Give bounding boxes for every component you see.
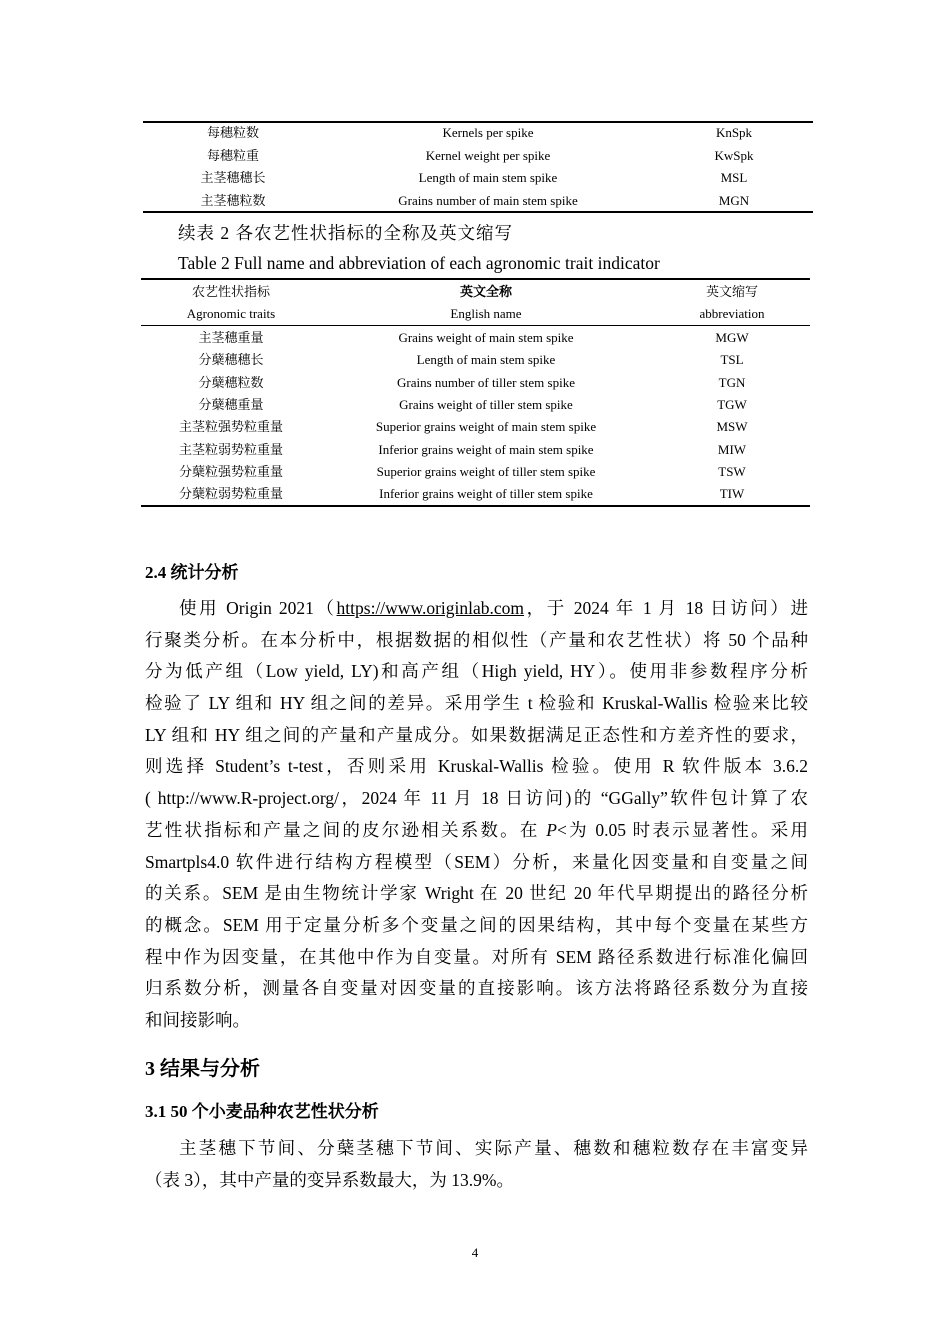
english-name-cell: Inferior grains weight of main stem spike <box>378 441 594 457</box>
abbreviation-cell: MIW <box>717 441 747 457</box>
trait-cn-cell: 主茎穗粒数 <box>200 192 266 208</box>
table-row <box>143 190 813 212</box>
table2-top-rule <box>141 278 810 280</box>
top-table <box>143 122 813 212</box>
table-row <box>141 349 810 371</box>
table2-header-en-row <box>141 303 810 325</box>
english-name-cell: Kernel weight per spike <box>425 147 551 163</box>
abbreviation-cell: TGW <box>717 396 747 412</box>
para-line-1: 主茎穗下节间、分蘖茎穗下节间、实际产量、穗数和穗粒数存在丰富变异 <box>179 1138 808 1158</box>
trait-cn-cell: 分蘖粒弱势粒重量 <box>178 486 283 502</box>
table-row <box>141 327 810 349</box>
header-agronomic-traits-en: Agronomic traits <box>186 306 276 321</box>
table-row <box>141 483 810 505</box>
english-name-cell: Grains number of main stem spike <box>398 192 578 208</box>
header-english-name-en: English name <box>450 306 522 321</box>
para-line: 行聚类分析。在本分析中，根据数据的相似性（产量和农艺性状）将 50 个品种 <box>145 629 808 650</box>
section-3-1-heading: 3.1 50 个小麦品种农艺性状分析 <box>145 1102 379 1121</box>
abbreviation-cell: TSL <box>720 352 744 368</box>
trait-cn-cell: 分蘖穗穗长 <box>198 352 264 368</box>
english-name-cell: Inferior grains weight of tiller stem spike <box>379 486 593 502</box>
para-line: 则选择 Student’s t-test，否则采用 Kruskal-Wallis 检验。使用 R 软件版本 3.6.2 <box>145 756 808 777</box>
para-line: 归系数分析，测量各自变量对因变量的直接影响。该方法将路径系数分为直接 <box>145 978 808 999</box>
section-3-1-paragraph <box>145 1133 808 1196</box>
trait-cn-cell: 主茎粒强势粒重量 <box>178 419 283 435</box>
para-line: 检验了 LY 组和 HY 组之间的差异。采用学生 t 检验和 Kruskal-Wallis 检验来比较 <box>145 693 808 714</box>
abbreviation-cell: MGN <box>718 192 750 208</box>
section-3-heading: 3 结果与分析 <box>145 1058 260 1080</box>
abbreviation-cell: TSW <box>718 463 746 479</box>
english-name-cell: Superior grains weight of tiller stem spike <box>376 463 596 479</box>
trait-cn-cell: 分蘖穗重量 <box>198 396 264 412</box>
table-row <box>141 394 810 416</box>
header-abbreviation-en: abbreviation <box>699 306 765 321</box>
table-row <box>141 439 810 461</box>
abbreviation-cell: MSW <box>716 419 748 435</box>
para-line-2: （表 3），其中产量的变异系数最大，为 13.9%。 <box>145 1169 514 1190</box>
table2-body <box>141 327 810 505</box>
para-line-8: 艺性状指标和产量之间的皮尔逊相关系数。在 P<为 0.05 时表示显著性。采用 <box>145 819 809 840</box>
english-name-cell: Grains weight of tiller stem spike <box>399 396 573 412</box>
abbreviation-cell: TIW <box>719 486 745 502</box>
para-line: 分为低产组（Low yield, LY)和高产组（High yield, HY）。使用非参数程序分析 <box>145 661 808 682</box>
abbreviation-cell: KwSpk <box>714 147 754 163</box>
table2-header-rule <box>141 325 810 326</box>
para-line: 的概念。SEM 用于定量分析多个变量之间的因果结构，其中每个变量在某些方 <box>145 914 808 935</box>
table-row <box>143 167 813 189</box>
table2-caption-cn: 续表 2 各农艺性状指标的全称及英文缩写 <box>178 223 513 243</box>
table2-caption-en: Table 2 Full name and abbreviation of each agronomic trait indicator <box>178 253 660 273</box>
table2-bottom-rule <box>141 505 810 507</box>
table-row <box>141 372 810 394</box>
abbreviation-cell: KnSpk <box>715 125 753 140</box>
table-row <box>143 122 813 144</box>
table-row <box>143 145 813 167</box>
table2-header-cn-row <box>141 281 810 303</box>
trait-cn-cell: 主茎粒弱势粒重量 <box>178 441 283 457</box>
trait-cn-cell: 分蘖粒强势粒重量 <box>178 463 283 479</box>
english-name-cell: Length of main stem spike <box>416 352 556 368</box>
trait-cn-cell: 分蘖穗粒数 <box>198 374 264 390</box>
para-line-last: 和间接影响。 <box>145 1009 250 1030</box>
para-line-1: 使用 Origin 2021（https://www.originlab.com，于 2024 年 1 月 18 日访问）进 <box>179 598 808 618</box>
table-row <box>141 461 810 483</box>
english-name-cell: Length of main stem spike <box>418 170 558 185</box>
top-table-bottom-rule <box>143 211 813 213</box>
p-value-symbol: P <box>546 819 557 840</box>
trait-cn-cell: 每穗粒数 <box>206 125 259 140</box>
english-name-cell: Grains number of tiller stem spike <box>397 374 575 390</box>
para-line: Smartpls4.0 软件进行结构方程模型（SEM）分析，来量化因变量和自变量之间 <box>145 851 808 872</box>
page-number: 4 <box>471 1245 479 1260</box>
table2-header <box>141 281 810 325</box>
header-agronomic-traits-cn: 农艺性状指标 <box>191 284 270 299</box>
english-name-cell: Superior grains weight of main stem spike <box>375 419 597 435</box>
para-line: 的关系。SEM 是由生物统计学家 Wright 在 20 世纪 20 年代早期提出的路径分析 <box>145 883 808 904</box>
trait-cn-cell: 主茎穗重量 <box>198 330 264 345</box>
para-line: ( http://www.R-project.org/，2024 年 11 月 18 日访问)的 “GGally”软件包计算了农 <box>145 788 808 809</box>
trait-cn-cell: 每穗粒重 <box>206 147 259 163</box>
english-name-cell: Kernels per spike <box>442 125 534 140</box>
abbreviation-cell: MGW <box>715 330 749 345</box>
section-2-4-heading: 2.4 统计分析 <box>145 563 239 582</box>
para-line: 程中作为因变量，在其他中作为自变量。对所有 SEM 路径系数进行标准化偏回 <box>145 946 808 967</box>
header-english-name-cn: 英文全称 <box>459 284 512 299</box>
section-2-4-paragraph <box>145 593 808 1037</box>
originlab-link[interactable]: https://www.originlab.com <box>336 598 525 618</box>
table-row <box>141 416 810 438</box>
english-name-cell: Grains weight of main stem spike <box>398 330 574 345</box>
abbreviation-cell: TGN <box>718 374 746 390</box>
abbreviation-cell: MSL <box>720 170 748 185</box>
para-line: LY 组和 HY 组之间的产量和产量成分。如果数据满足正态性和方差齐性的要求， <box>145 724 808 745</box>
trait-cn-cell: 主茎穗穗长 <box>200 170 266 185</box>
header-abbreviation-cn: 英文缩写 <box>705 284 758 299</box>
